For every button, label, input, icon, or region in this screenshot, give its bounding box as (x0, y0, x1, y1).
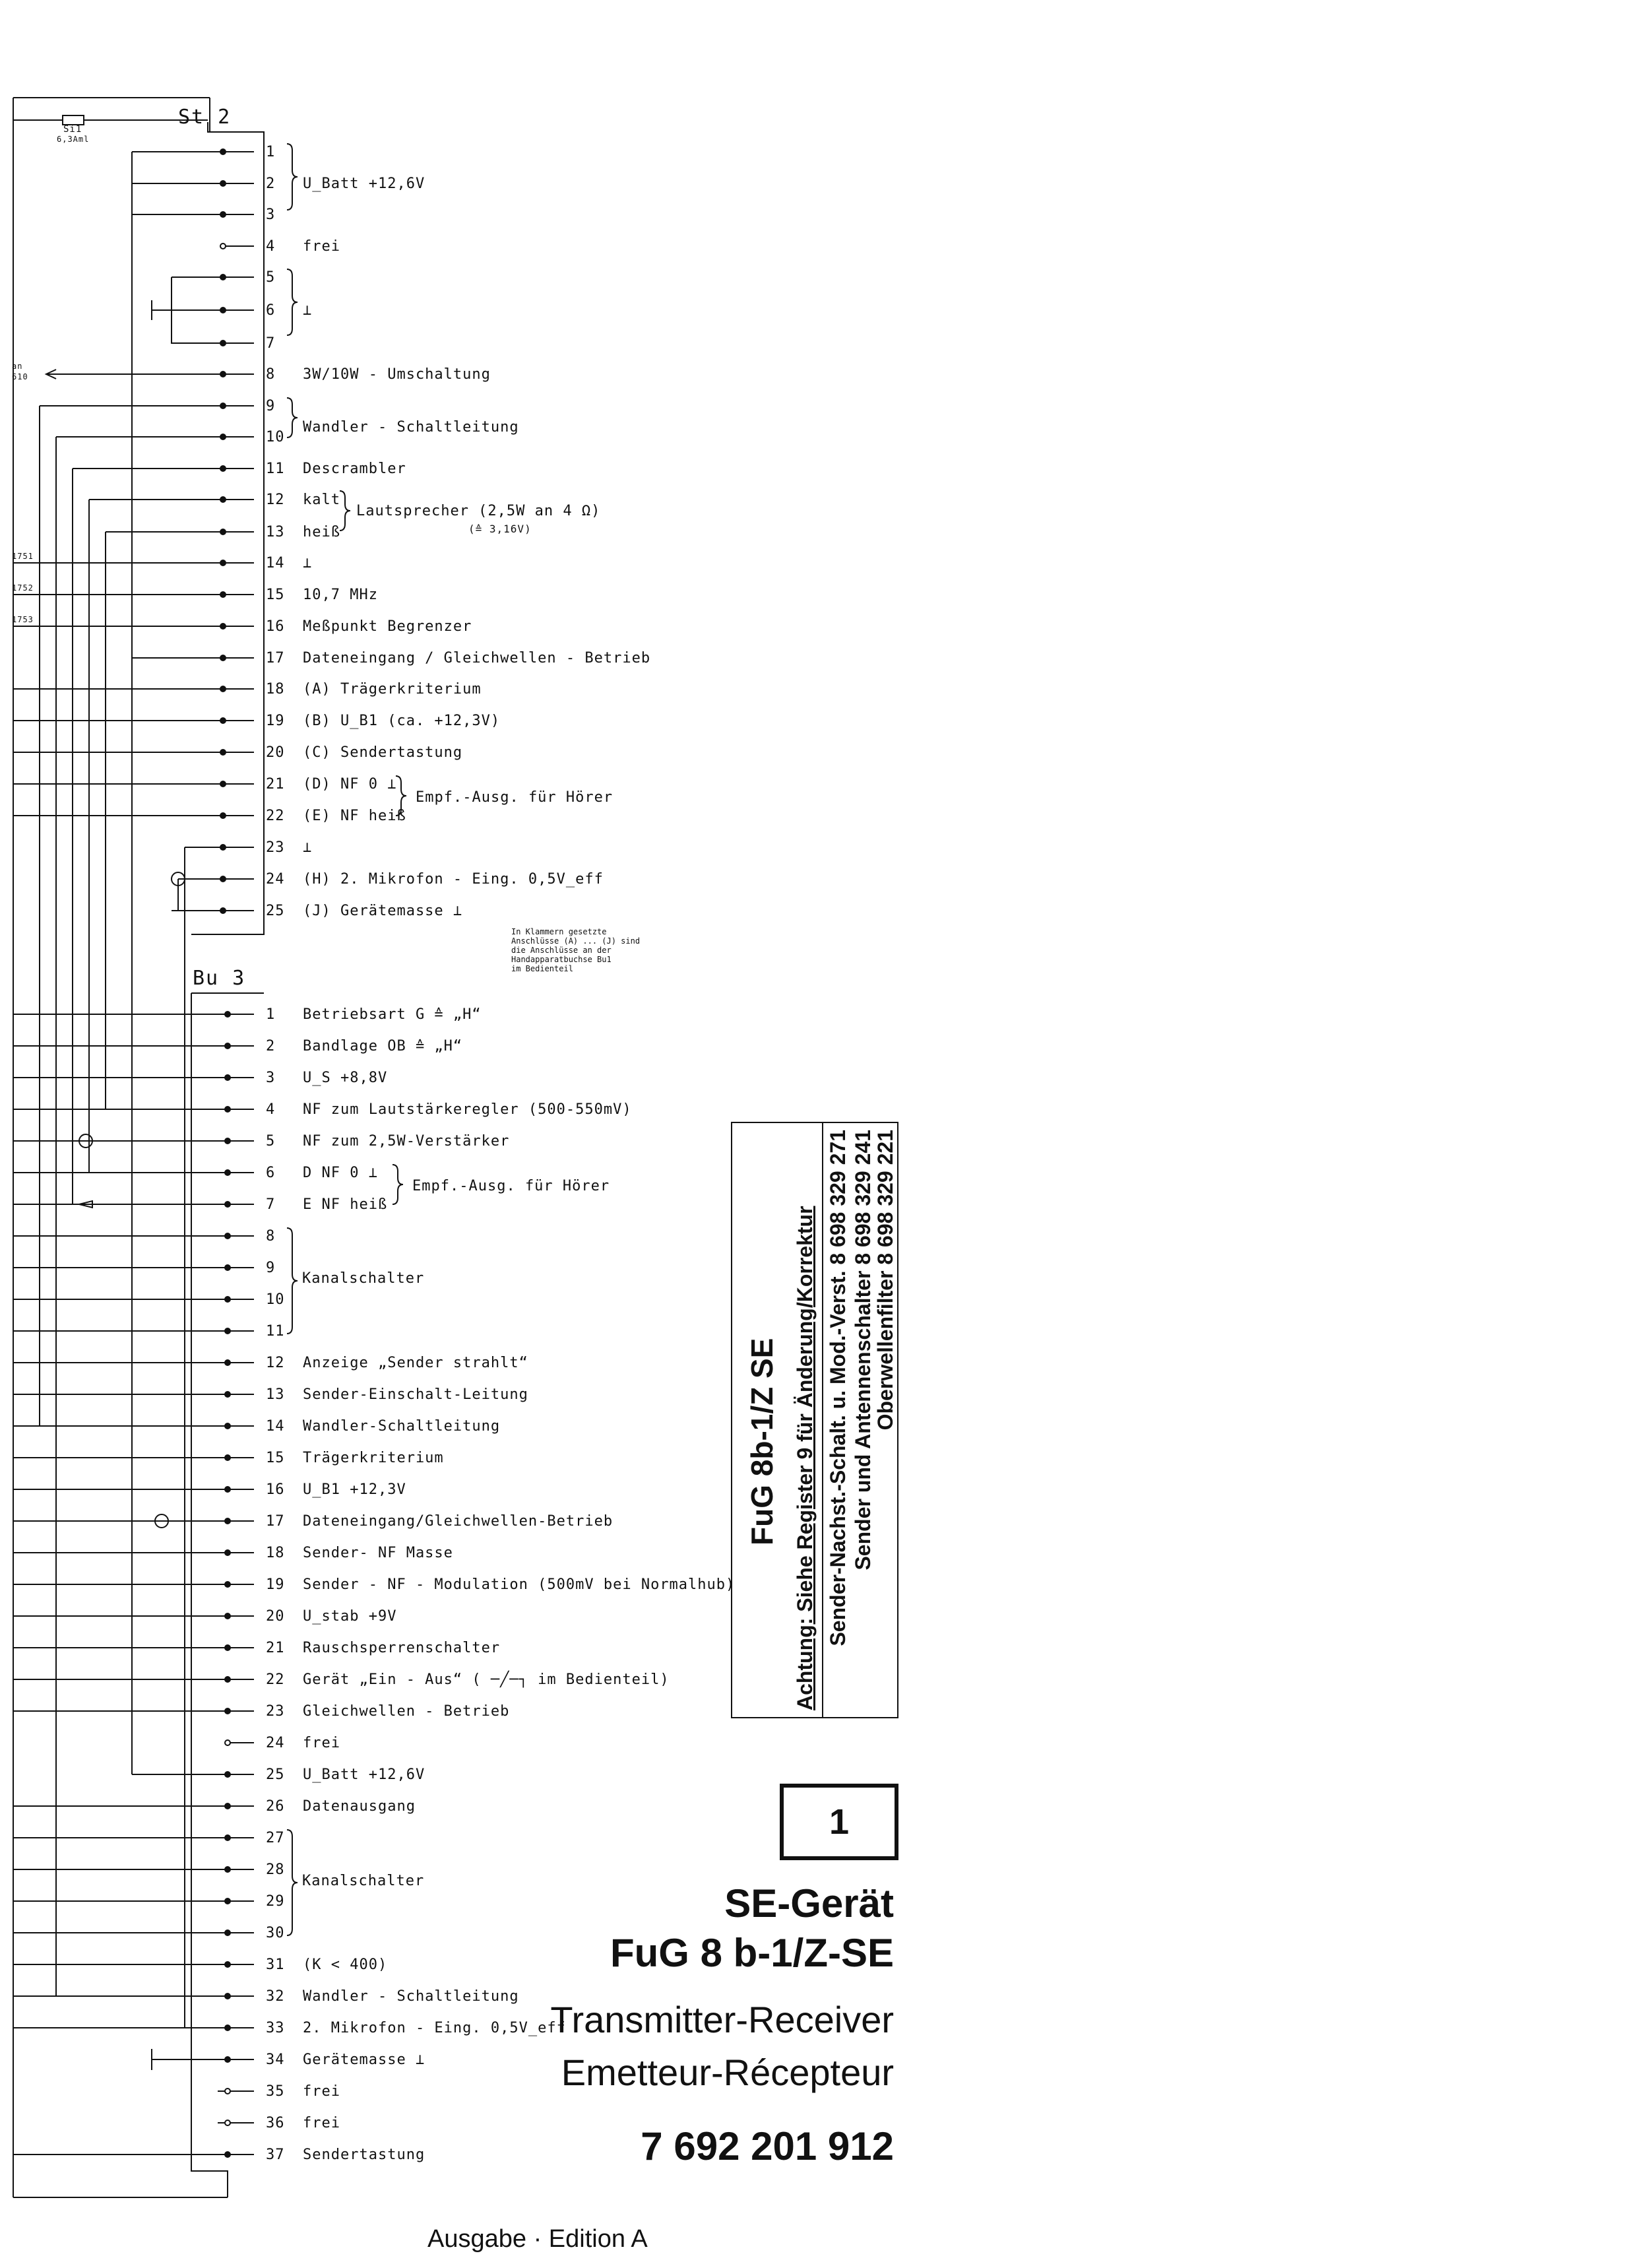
register-title: FuG 8b-1/Z SE (745, 1338, 779, 1545)
st2-title: St 2 (178, 106, 232, 129)
register-box (731, 1122, 898, 1718)
register-line: Oberwellenfilter 8 698 329 221 (873, 1130, 897, 1431)
register-divider (822, 1123, 823, 1717)
register-warning: Achtung: Siehe Register 9 für Änderung/Korrektur (793, 1206, 817, 1710)
bu3-kanalschalter-label-2: Kanalschalter (302, 1873, 425, 1889)
title-line-2: FuG 8 b-1/Z-SE (610, 1931, 894, 1975)
page-number-box (780, 1784, 898, 1860)
edition-label: Ausgabe · Edition A (427, 2225, 648, 2253)
register-line: Sender und Antennenschalter 8 698 329 241 (851, 1130, 875, 1571)
st2-empf-ausg-label: Empf.-Ausg. für Hörer (416, 789, 614, 806)
left-note-an-num: 610 (12, 372, 28, 381)
register-line: Sender-Nachst.-Schalt. u. Mod.-Verst. 8 698 329 271 (826, 1130, 850, 1646)
part-number: 7 692 201 912 (641, 2124, 894, 2168)
klammern-note: In Klammern gesetzte Anschlüsse (A) ... (J) sind die Anschlüsse an der Handapparatbuchse Bu1 im Bedienteil (511, 927, 641, 973)
title-line-4: Emetteur-Récepteur (561, 2052, 894, 2093)
page-number: 1 (829, 1802, 850, 1842)
bu3-kanalschalter-label-1: Kanalschalter (302, 1270, 425, 1287)
register-box-content (732, 1123, 897, 1717)
bu3-title: Bu 3 (193, 967, 246, 990)
title-line-3: Transmitter-Receiver (550, 1999, 894, 2040)
fuse-rating: 6,3Aml (57, 135, 90, 144)
lautsprecher-label: Lautsprecher (2,5W an 4 Ω) (356, 503, 601, 519)
title-line-1: SE-Gerät (724, 1881, 894, 1926)
left-note-r3: 1753 (12, 615, 34, 624)
left-note-r1: 1751 (12, 552, 34, 561)
left-note-r2: 1752 (12, 583, 34, 593)
bu3-empf-ausg-label: Empf.-Ausg. für Hörer (412, 1178, 610, 1194)
lautsprecher-sub-label: (≙ 3,16V) (468, 523, 532, 535)
fuse-name: Si1 (63, 124, 82, 135)
left-note-an: an (12, 362, 23, 371)
